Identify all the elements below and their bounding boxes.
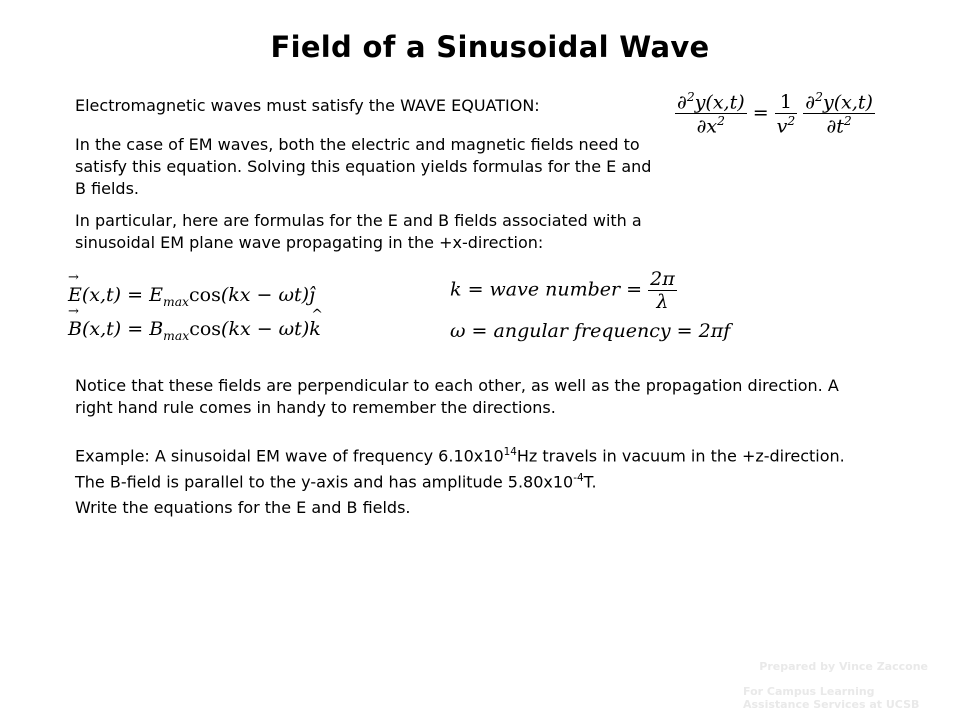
wave-number-definition: k = wave number = $\frac{2\pi}{\lambda}$: [450, 268, 675, 313]
wave-equation: [675, 90, 875, 138]
b-field-equation: → $B(x,t) = B_{max}\cos(kx$ − ωt)^ k: [68, 318, 321, 343]
footer-credit-author: Prepared by Vince Zaccone: [759, 660, 928, 673]
example-paragraph: Example: A sinusoidal EM wave of frequency $6.10x10^{14}Hz$ travels in vacuum in the +z-direction. The B-field is parallel to the y-axis and has amplitude $5.80x10^{-4}T$.: [75, 446, 845, 492]
em-waves-paragraph: In the case of EM waves, both the electric and magnetic fields need to satisfy this equation. Solving this equation yields formulas for the E and B fields.: [75, 135, 652, 198]
footer-credit-org: For Campus Learning Assistance Services at UCSB: [743, 685, 920, 711]
wave-coef-fraction: [775, 91, 798, 137]
wave-equals-sign: =: [752, 101, 775, 124]
sinusoidal-formulas-paragraph: In particular, here are formulas for the E and B fields associated with a sinusoidal EM plane wave propagating in the +x-direction:: [75, 211, 642, 252]
wave-coef-numerator: 1: [779, 90, 792, 113]
wave-rhs-denominator: $\partial t^2$: [803, 113, 875, 137]
task-text: Write the equations for the E and B fields.: [75, 498, 411, 517]
wave-lhs-denominator: $\partial x^2$: [675, 113, 747, 137]
angular-frequency-definition: ω = angular frequency = 2πf: [450, 320, 731, 342]
wave-rhs-numerator: ∂$^2$y(x,t): [805, 90, 873, 114]
e-field-equation: → $E(x,t) = E_{max}\cos(kx$ − ωt)ĵ: [68, 284, 315, 309]
two-pi-over-lambda: $\frac{2\pi}{\lambda}$: [650, 268, 675, 313]
slide-title: Field of a Sinusoidal Wave: [270, 30, 710, 64]
wave-lhs-numerator: ∂$^2$y(x,t): [677, 90, 745, 114]
wave-lhs-fraction: [675, 90, 747, 138]
wave-rhs-fraction: [803, 90, 875, 138]
intro-text: Electromagnetic waves must satisfy the WAVE EQUATION:: [75, 96, 540, 115]
notice-paragraph: Notice that these fields are perpendicular to each other, as well as the propagation direction. A right hand rule comes in handy to remember the directions.: [75, 376, 839, 417]
wave-coef-denominator: $v^2$: [776, 113, 796, 137]
